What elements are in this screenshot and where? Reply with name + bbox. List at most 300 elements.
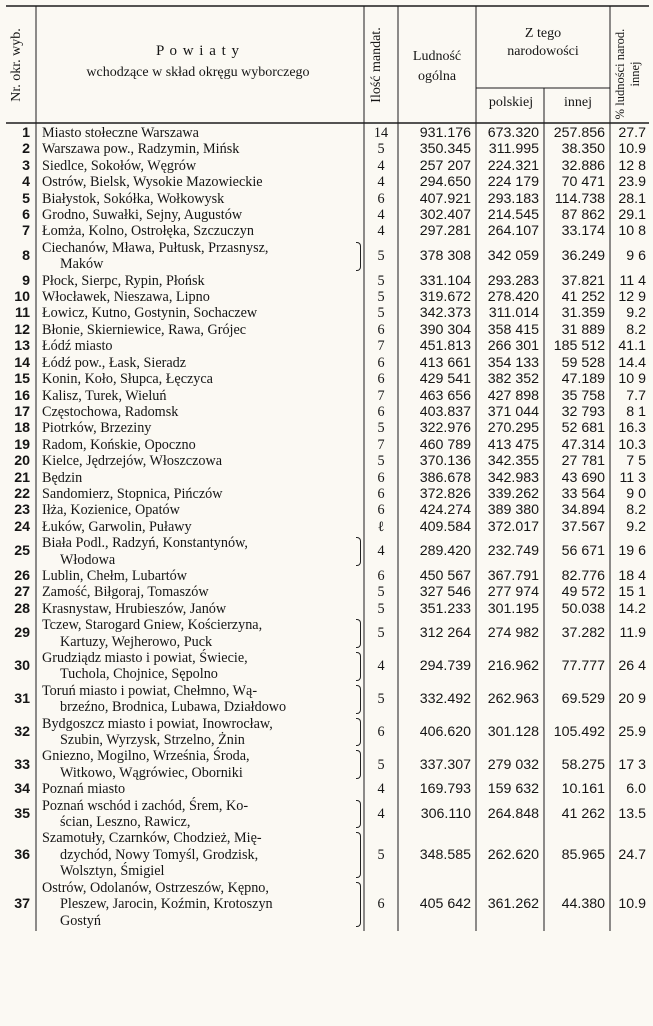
mandates: 5 — [377, 846, 385, 863]
mandates: 6 — [377, 469, 385, 486]
population-total: 409.584 — [419, 518, 471, 535]
counties-line: Białystok, Sokółka, Wołkowysk — [42, 190, 225, 207]
population-total: 413 661 — [419, 354, 471, 371]
population-other: 41 262 — [561, 805, 605, 822]
district-counties — [36, 223, 364, 239]
population-polish: 342 059 — [487, 248, 539, 265]
counties-text — [42, 781, 364, 797]
counties-text — [42, 420, 364, 436]
population-polish: 301.195 — [487, 600, 539, 617]
percent-other: 10.9 — [618, 896, 646, 913]
table-row — [6, 322, 649, 338]
counties-line: Gniezno, Mogilno, Września, Środa, — [42, 748, 250, 765]
counties-text — [42, 650, 364, 683]
counties-line: Witkowo, Wągrówiec, Oborniki — [60, 764, 243, 781]
district-counties — [36, 437, 364, 453]
counties-line: dzychód, Nowy Tomyśl, Grodzisk, — [60, 846, 259, 863]
mandates: 5 — [377, 453, 385, 470]
district-counties — [36, 125, 364, 141]
population-total: 302.407 — [419, 207, 471, 224]
district-counties — [36, 716, 364, 749]
population-total: 319.672 — [419, 289, 471, 306]
percent-other: 14.4 — [618, 354, 646, 371]
counties-line: Łowicz, Kutno, Gostynin, Sochaczew — [42, 305, 258, 322]
district-counties — [36, 388, 364, 404]
population-other: 70 471 — [561, 174, 605, 191]
district-number: 15 — [14, 371, 30, 388]
counties-text — [42, 240, 364, 273]
counties-line: Krasnystaw, Hrubieszów, Janów — [42, 600, 227, 617]
district-counties — [36, 420, 364, 436]
population-total: 429 541 — [419, 371, 471, 388]
counties-line: Iłża, Kozienice, Opatów — [42, 502, 180, 519]
population-other: 33.174 — [561, 223, 605, 240]
district-number: 32 — [14, 723, 30, 740]
table-row — [6, 273, 649, 289]
table-row — [6, 748, 649, 781]
table-row — [6, 191, 649, 207]
population-other: 52 681 — [561, 420, 605, 437]
district-counties — [36, 273, 364, 289]
population-total: 294.650 — [419, 174, 471, 191]
population-total: 337.307 — [419, 756, 471, 773]
population-other: 27 781 — [561, 453, 605, 470]
district-counties — [36, 830, 364, 879]
mandates: 7 — [377, 387, 385, 404]
population-other: 77.777 — [561, 658, 605, 675]
population-polish: 673.320 — [487, 125, 539, 141]
counties-text — [42, 617, 364, 650]
population-other: 32.886 — [561, 157, 605, 174]
district-number: 2 — [22, 141, 30, 158]
mandates: 4 — [377, 207, 385, 224]
population-total: 378 308 — [419, 248, 471, 265]
percent-other: 20 9 — [618, 691, 646, 708]
population-polish: 301.128 — [487, 723, 539, 740]
counties-line: Kielce, Jędrzejów, Włoszczowa — [42, 453, 223, 470]
brace-mark — [356, 832, 361, 877]
table-row — [6, 535, 649, 568]
population-other: 114.738 — [554, 190, 605, 207]
population-total: 407.921 — [419, 190, 471, 207]
percent-other: 11.9 — [619, 625, 646, 642]
population-other: 37.567 — [561, 518, 605, 535]
mandates: 6 — [377, 321, 385, 338]
district-counties — [36, 880, 364, 929]
population-other: 49 572 — [561, 584, 605, 601]
counties-line: Poznań miasto — [42, 781, 126, 798]
district-number: 3 — [22, 157, 30, 174]
counties-line: Gostyń — [60, 912, 101, 929]
statistics-table — [6, 5, 649, 1021]
mandates: 7 — [377, 436, 385, 453]
district-number: 18 — [14, 420, 30, 437]
mandates: 4 — [377, 781, 385, 798]
counties-line: Łódź miasto — [42, 338, 113, 355]
percent-other: 26 4 — [618, 658, 646, 675]
population-polish: 277 974 — [487, 584, 539, 601]
district-number: 33 — [14, 756, 30, 773]
mandates: 5 — [377, 691, 385, 708]
header-ludnosc-line1: Ludność — [412, 49, 462, 64]
district-number: 14 — [14, 354, 30, 371]
district-number: 5 — [22, 190, 30, 207]
population-other: 41 252 — [561, 289, 605, 306]
counties-text — [42, 486, 364, 502]
district-number: 20 — [14, 453, 30, 470]
population-total: 386.678 — [419, 469, 471, 486]
counties-line: Włocławek, Nieszawa, Lipno — [42, 289, 210, 306]
counties-line: Kalisz, Turek, Wieluń — [42, 387, 167, 404]
percent-other: 10 9 — [618, 371, 646, 388]
population-polish: 371 044 — [487, 403, 539, 420]
table-row — [6, 141, 649, 157]
population-other: 50.038 — [561, 600, 605, 617]
district-number: 8 — [22, 248, 30, 265]
district-counties — [36, 207, 364, 223]
table-row — [6, 568, 649, 584]
counties-line: Zamość, Biłgoraj, Tomaszów — [42, 584, 209, 601]
mandates: 6 — [377, 502, 385, 519]
population-other: 82.776 — [561, 567, 605, 584]
population-polish: 274 982 — [487, 625, 539, 642]
district-counties — [36, 486, 364, 502]
counties-text — [42, 535, 364, 568]
district-number: 11 — [15, 305, 30, 322]
population-other: 10.161 — [561, 781, 605, 798]
counties-text — [42, 305, 364, 321]
district-counties — [36, 798, 364, 831]
population-total: 372.826 — [419, 485, 471, 502]
population-polish: 266 301 — [487, 338, 539, 355]
counties-line: ścian, Leszno, Rawicz, — [60, 814, 191, 831]
district-number: 1 — [22, 125, 30, 141]
percent-other: 16.3 — [618, 420, 646, 437]
counties-line: Miasto stołeczne Warszawa — [42, 125, 199, 141]
counties-text — [42, 584, 364, 600]
counties-line: Konin, Koło, Słupca, Łęczyca — [42, 371, 213, 388]
counties-text — [42, 748, 364, 781]
district-number: 21 — [14, 469, 30, 486]
percent-other: 10.9 — [618, 141, 646, 158]
district-counties — [36, 322, 364, 338]
population-polish: 311.014 — [488, 305, 539, 322]
mandates: 5 — [377, 248, 385, 265]
population-total: 370.136 — [419, 453, 471, 470]
population-total: 348.585 — [419, 846, 471, 863]
population-polish: 264.848 — [487, 805, 539, 822]
population-total: 294.739 — [419, 658, 471, 675]
counties-text — [42, 470, 364, 486]
header-z-tego-line2: narodowości — [507, 44, 579, 60]
header-powiaty-title: P o w i a t y — [155, 43, 241, 59]
district-number: 12 — [14, 321, 30, 338]
header-pct: % ludności narod. innej — [613, 28, 642, 120]
counties-text — [42, 125, 364, 141]
district-counties — [36, 535, 364, 568]
district-counties — [36, 617, 364, 650]
header-ludnosc-line2: ogólna — [417, 69, 457, 85]
counties-text — [42, 207, 364, 223]
population-other: 31 889 — [561, 321, 605, 338]
district-counties — [36, 174, 364, 190]
counties-text — [42, 322, 364, 338]
population-other: 36.249 — [561, 248, 605, 265]
brace-mark — [356, 800, 361, 829]
population-total: 403.837 — [419, 403, 471, 420]
mandates: 6 — [377, 485, 385, 502]
population-polish: 279 032 — [487, 756, 539, 773]
table-row — [6, 158, 649, 174]
population-total: 405 642 — [419, 896, 471, 913]
population-other: 37.282 — [561, 625, 605, 642]
percent-other: 25.9 — [618, 723, 646, 740]
brace-mark — [356, 685, 361, 714]
population-other: 59 528 — [561, 354, 605, 371]
counties-line: Błonie, Skierniewice, Rawa, Grójec — [42, 321, 247, 338]
population-other: 257.856 — [553, 125, 605, 141]
mandates: ℓ — [377, 518, 385, 535]
counties-text — [42, 716, 364, 749]
percent-other: 8.2 — [626, 502, 646, 519]
district-number: 24 — [14, 518, 30, 535]
district-number: 10 — [14, 289, 30, 306]
mandates: 4 — [377, 223, 385, 240]
population-other: 43 690 — [561, 469, 605, 486]
percent-other: 19 6 — [618, 543, 646, 560]
table-row — [6, 470, 649, 486]
population-polish: 382 352 — [487, 371, 539, 388]
population-total: 312 264 — [419, 625, 471, 642]
header-z-tego — [476, 25, 610, 61]
district-counties — [36, 158, 364, 174]
district-counties — [36, 338, 364, 354]
counties-text — [42, 798, 364, 831]
mandates: 5 — [377, 625, 385, 642]
brace-mark — [356, 537, 361, 566]
counties-text — [42, 289, 364, 305]
district-counties — [36, 748, 364, 781]
percent-other: 9.2 — [626, 518, 646, 535]
counties-text — [42, 437, 364, 453]
counties-line: Bydgoszcz miasto i powiat, Inowrocław, — [42, 715, 273, 732]
counties-line: Siedlce, Sokołów, Węgrów — [42, 157, 197, 174]
population-polish: 358 415 — [487, 321, 539, 338]
population-polish: 311.995 — [488, 141, 539, 158]
population-total: 327 546 — [419, 584, 471, 601]
population-polish: 224.321 — [487, 157, 539, 174]
mandates: 5 — [377, 141, 385, 158]
percent-other: 23.9 — [618, 174, 646, 191]
mandates: 6 — [377, 190, 385, 207]
brace-mark — [356, 718, 361, 747]
population-total: 332.492 — [419, 691, 471, 708]
population-other: 105.492 — [553, 723, 605, 740]
counties-text — [42, 830, 364, 879]
population-polish: 413 475 — [487, 436, 539, 453]
population-other: 31.359 — [561, 305, 605, 322]
table-row — [6, 371, 649, 387]
percent-other: 12 8 — [618, 157, 646, 174]
population-total: 350.345 — [419, 141, 471, 158]
counties-text — [42, 388, 364, 404]
population-polish: 214.545 — [487, 207, 539, 224]
district-number: 13 — [14, 338, 30, 355]
table-row — [6, 880, 649, 929]
district-number: 7 — [22, 223, 30, 240]
percent-other: 28.1 — [618, 190, 646, 207]
table-row — [6, 502, 649, 518]
percent-other: 9 6 — [626, 248, 646, 265]
counties-text — [42, 141, 364, 157]
district-counties — [36, 305, 364, 321]
percent-other: 10 8 — [618, 223, 646, 240]
counties-line: Płock, Sierpc, Rypin, Płońsk — [42, 272, 205, 289]
counties-text — [42, 519, 364, 535]
header-nr: Nr. okr. wyb. — [9, 28, 24, 102]
population-other: 47.314 — [561, 436, 605, 453]
district-counties — [36, 371, 364, 387]
table-row — [6, 584, 649, 600]
percent-other: 8 1 — [626, 403, 646, 420]
population-total: 306.110 — [420, 805, 471, 822]
counties-line: Grudziądz miasto i powiat, Świecie, — [42, 650, 248, 666]
population-polish: 372.017 — [487, 518, 539, 535]
mandates: 14 — [373, 125, 389, 141]
population-total: 390 304 — [419, 321, 471, 338]
mandates: 5 — [377, 289, 385, 306]
table-row — [6, 453, 649, 469]
mandates: 6 — [377, 371, 385, 388]
district-counties — [36, 584, 364, 600]
table-row — [6, 404, 649, 420]
district-number: 19 — [14, 436, 30, 453]
district-number: 26 — [14, 567, 30, 584]
population-other: 185 512 — [553, 338, 605, 355]
table-row — [6, 289, 649, 305]
counties-text — [42, 174, 364, 190]
counties-text — [42, 880, 364, 929]
percent-other: 9.2 — [626, 305, 646, 322]
table-row — [6, 437, 649, 453]
table-row — [6, 486, 649, 502]
percent-other: 15 1 — [618, 584, 646, 601]
percent-other: 9 0 — [626, 485, 646, 502]
percent-other: 11 3 — [619, 469, 646, 486]
population-polish: 264.107 — [487, 223, 539, 240]
district-number: 27 — [14, 584, 30, 601]
counties-line: Łódź pow., Łask, Sieradz — [42, 354, 187, 371]
counties-text — [42, 453, 364, 469]
district-counties — [36, 355, 364, 371]
population-total: 931.176 — [419, 125, 471, 141]
table-row — [6, 223, 649, 239]
table-row — [6, 174, 649, 190]
population-polish: 232.749 — [487, 543, 539, 560]
mandates: 5 — [377, 600, 385, 617]
table-row — [6, 420, 649, 436]
counties-text — [42, 273, 364, 289]
district-number: 25 — [14, 543, 30, 560]
district-number: 17 — [14, 403, 30, 420]
district-number: 6 — [22, 207, 30, 224]
population-total: 406.620 — [419, 723, 471, 740]
district-counties — [36, 453, 364, 469]
district-counties — [36, 601, 364, 617]
district-counties — [36, 502, 364, 518]
population-polish: 367.791 — [487, 567, 539, 584]
population-total: 257 207 — [419, 157, 471, 174]
header-powiaty — [36, 41, 360, 83]
table-row — [6, 798, 649, 831]
mandates: 4 — [377, 805, 385, 822]
population-other: 47.189 — [561, 371, 605, 388]
district-number: 31 — [14, 691, 30, 708]
counties-line: Szubin, Wyrzysk, Strzelno, Żnin — [60, 732, 245, 749]
percent-other: 24.7 — [618, 846, 646, 863]
percent-other: 7 5 — [626, 453, 646, 470]
population-polish: 361.262 — [487, 896, 539, 913]
mandates: 5 — [377, 272, 385, 289]
district-number: 23 — [14, 502, 30, 519]
district-counties — [36, 683, 364, 716]
counties-line: Sandomierz, Stopnica, Pińczów — [42, 485, 223, 502]
table-row — [6, 716, 649, 749]
district-counties — [36, 650, 364, 683]
mandates: 6 — [377, 567, 385, 584]
counties-line: Ostrów, Bielsk, Wysokie Mazowieckie — [42, 174, 263, 191]
table-row — [6, 355, 649, 371]
table-row — [6, 388, 649, 404]
percent-other: 11 4 — [619, 272, 646, 289]
population-total: 424.274 — [419, 502, 471, 519]
population-total: 322.976 — [419, 420, 471, 437]
table-row — [6, 617, 649, 650]
population-other: 85.965 — [561, 846, 605, 863]
population-polish: 224 179 — [487, 174, 539, 191]
percent-other: 6.0 — [626, 781, 646, 798]
brace-mark — [356, 882, 361, 927]
district-counties — [36, 568, 364, 584]
counties-line: Wolsztyn, Śmigiel — [60, 863, 165, 880]
population-polish: 342.355 — [487, 453, 539, 470]
population-total: 460 789 — [419, 436, 471, 453]
district-counties — [36, 191, 364, 207]
counties-line: Włodowa — [60, 551, 116, 568]
district-counties — [36, 404, 364, 420]
counties-text — [42, 371, 364, 387]
counties-line: Biała Podl., Radzyń, Konstantynów, — [42, 535, 248, 552]
percent-other: 29.1 — [618, 207, 646, 224]
population-polish: 389 380 — [487, 502, 539, 519]
percent-other: 8.2 — [626, 321, 646, 338]
district-number: 9 — [22, 272, 30, 289]
brace-mark — [356, 652, 361, 681]
district-number: 29 — [14, 625, 30, 642]
population-total: 450 567 — [419, 567, 471, 584]
counties-text — [42, 502, 364, 518]
counties-text — [42, 404, 364, 420]
counties-line: Tuchola, Chojnice, Sępolno — [60, 666, 218, 683]
population-polish: 427 898 — [487, 387, 539, 404]
population-other: 37.821 — [561, 272, 605, 289]
population-polish: 216.962 — [487, 658, 539, 675]
population-other: 58.275 — [561, 756, 605, 773]
population-polish: 159 632 — [487, 781, 539, 798]
counties-line: Toruń miasto i powiat, Chełmno, Wą- — [42, 682, 258, 699]
mandates: 5 — [377, 756, 385, 773]
percent-other: 41.1 — [618, 338, 646, 355]
